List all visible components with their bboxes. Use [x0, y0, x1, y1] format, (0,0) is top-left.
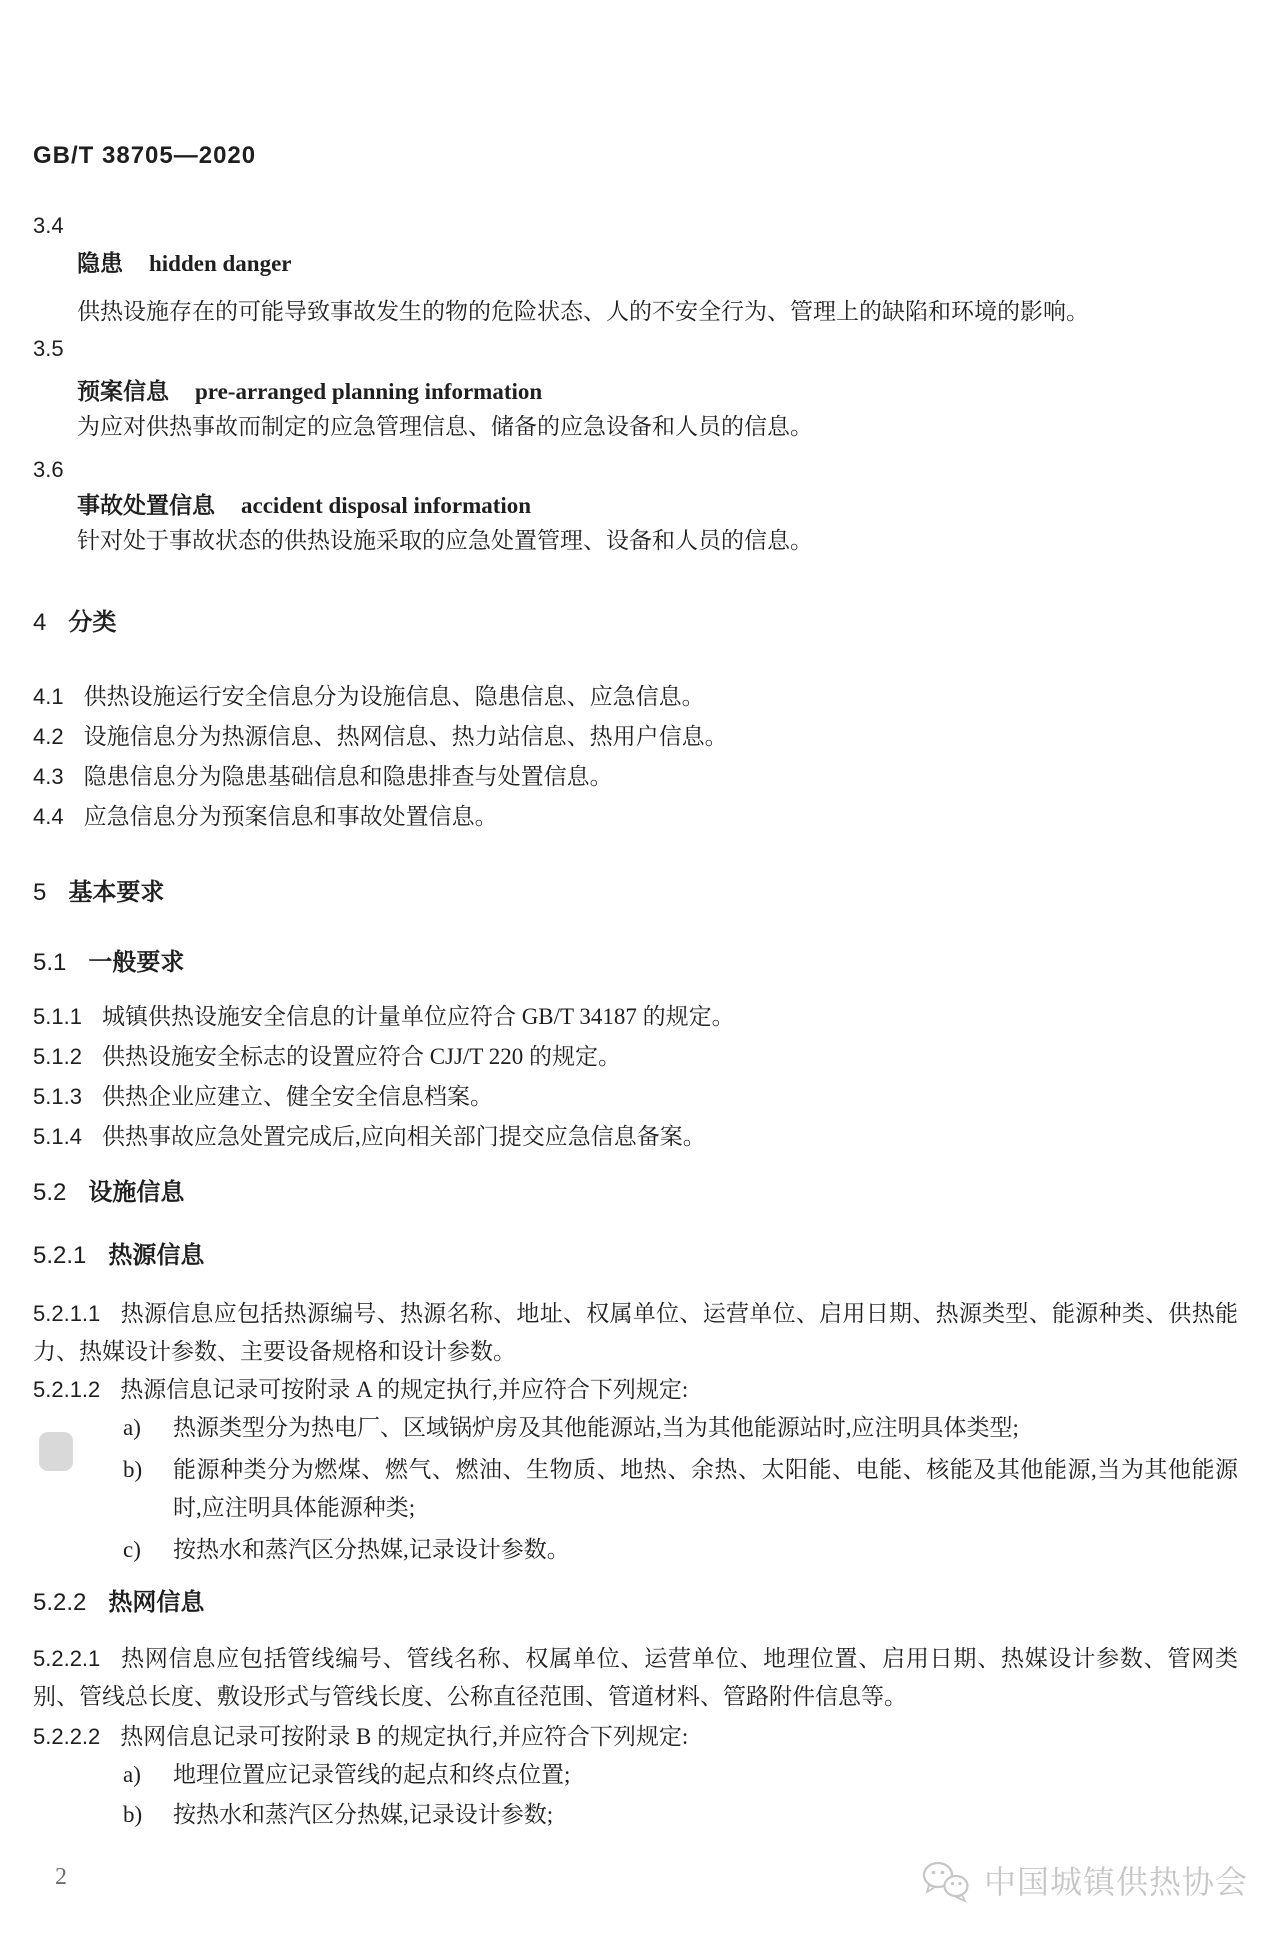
clause-5-1-2: [33, 1038, 1238, 1076]
clause-number: 5.2.1.1: [33, 1301, 101, 1326]
term-definition: 供热设施存在的可能导致事故发生的物的危险状态、人的不安全行为、管理上的缺陷和环境的影响。: [77, 299, 1089, 324]
section-title: 热源信息: [108, 1242, 205, 1269]
clause-5-2-2-1: [33, 1640, 1238, 1716]
clause-5-2-1-1: [33, 1295, 1238, 1371]
section-number: 5.2.2: [33, 1589, 87, 1616]
clause-number: 4.2: [33, 724, 64, 749]
section-title: 分类: [68, 609, 117, 636]
term-number: 3.4: [33, 213, 64, 238]
clause-4-3: [33, 758, 1238, 796]
watermark: [920, 1858, 1248, 1906]
section-title: 基本要求: [68, 879, 165, 906]
list-text: 按热水和蒸汽区分热媒,记录设计参数;: [173, 1802, 554, 1827]
clause-number: 4.4: [33, 804, 64, 829]
list-text: 地理位置应记录管线的起点和终点位置;: [173, 1762, 571, 1787]
section-number: 5.1: [33, 949, 67, 976]
list-text: 能源种类分为燃煤、燃气、燃油、生物质、地热、余热、太阳能、电能、核能及其他能源,当为其他能源时,应注明具体能源种类;: [173, 1457, 1238, 1520]
term-title: [33, 249, 1238, 279]
list-label: a): [123, 1762, 141, 1787]
section-heading-4: [33, 608, 1238, 638]
list-text: 按热水和蒸汽区分热媒,记录设计参数。: [173, 1537, 570, 1562]
list-item: [123, 1796, 1238, 1834]
section-heading-5-1: [33, 948, 1238, 978]
clause-number: 5.2.2.1: [33, 1646, 101, 1671]
section-heading-5-2-2: [33, 1588, 1238, 1618]
clause-4-1: [33, 678, 1238, 716]
clause-5-2-2-2: [33, 1718, 1238, 1756]
clause-text: 城镇供热设施安全信息的计量单位应符合 GB/T 34187 的规定。: [101, 1004, 735, 1029]
clause-number: 4.3: [33, 764, 64, 789]
clause-text: 供热设施运行安全信息分为设施信息、隐患信息、应急信息。: [83, 684, 705, 709]
section-number: 4: [33, 609, 47, 636]
clause-5-2-1-2: [33, 1371, 1238, 1409]
clause-text: 供热设施安全标志的设置应符合 CJJ/T 220 的规定。: [101, 1044, 621, 1069]
term-number: 3.5: [33, 336, 64, 361]
list-label: a): [123, 1415, 141, 1440]
list-text: 热源类型分为热电厂、区域锅炉房及其他能源站,当为其他能源站时,应注明具体类型;: [173, 1415, 1019, 1440]
clause-text: 热网信息记录可按附录 B 的规定执行,并应符合下列规定:: [120, 1724, 689, 1749]
section-title: 设施信息: [88, 1179, 185, 1206]
term-definition: 针对处于事故状态的供热设施采取的应急处置管理、设备和人员的信息。: [77, 528, 813, 553]
clause-number: 5.1.3: [33, 1084, 82, 1109]
term-title-zh: 预案信息: [77, 379, 169, 404]
term-definition: 为应对供热事故而制定的应急管理信息、储备的应急设备和人员的信息。: [77, 414, 813, 439]
clause-text: 供热事故应急处置完成后,应向相关部门提交应急信息备案。: [101, 1124, 706, 1149]
list-item: [123, 1531, 1238, 1569]
section-number: 5.2: [33, 1179, 67, 1206]
clause-text: 热源信息记录可按附录 A 的规定执行,并应符合下列规定:: [120, 1377, 689, 1402]
scan-artifact-blob: [39, 1432, 73, 1471]
section-heading-5-2-1: [33, 1241, 1238, 1271]
list-item: [123, 1451, 1238, 1527]
list-item: [123, 1409, 1238, 1447]
term-title: [33, 491, 1238, 521]
section-title: 热网信息: [108, 1589, 205, 1616]
wechat-icon: [920, 1859, 972, 1905]
clause-text: 隐患信息分为隐患基础信息和隐患排查与处置信息。: [83, 764, 613, 789]
clause-text: 应急信息分为预案信息和事故处置信息。: [83, 804, 498, 829]
section-title: 一般要求: [88, 949, 185, 976]
section-number: 5.2.1: [33, 1242, 87, 1269]
section-number: 5: [33, 879, 47, 906]
clause-text: 设施信息分为热源信息、热网信息、热力站信息、热用户信息。: [83, 724, 728, 749]
clause-number: 5.2.1.2: [33, 1377, 101, 1402]
term-number: 3.6: [33, 457, 64, 482]
clause-text: 热源信息应包括热源编号、热源名称、地址、权属单位、运营单位、启用日期、热源类型、能源种类、供热能力、热媒设计参数、主要设备规格和设计参数。: [33, 1301, 1238, 1364]
term-title-en: pre-arranged planning information: [195, 379, 543, 404]
term-title: [33, 377, 1238, 407]
watermark-text: 中国城镇供热协会: [983, 1864, 1248, 1900]
clause-5-1-3: [33, 1078, 1238, 1116]
list-label: b): [123, 1802, 143, 1827]
clause-4-2: [33, 718, 1238, 756]
clause-4-4: [33, 798, 1238, 836]
list-label: c): [123, 1537, 141, 1562]
clause-number: 5.1.2: [33, 1044, 82, 1069]
doc-number: GB/T 38705—2020: [33, 142, 257, 169]
term-title-en: hidden danger: [149, 251, 292, 276]
clause-number: 5.1.4: [33, 1124, 82, 1149]
term-title-zh: 隐患: [77, 251, 123, 276]
list-item: [123, 1756, 1238, 1794]
page-number: 2: [55, 1864, 67, 1890]
clause-number: 5.2.2.2: [33, 1724, 101, 1749]
section-heading-5: [33, 878, 1238, 908]
clause-number: 4.1: [33, 684, 64, 709]
clause-5-1-4: [33, 1118, 1238, 1156]
clause-5-1-1: [33, 998, 1238, 1036]
list-label: b): [123, 1457, 143, 1482]
term-title-zh: 事故处置信息: [77, 493, 215, 518]
clause-text: 供热企业应建立、健全安全信息档案。: [101, 1084, 493, 1109]
term-title-en: accident disposal information: [241, 493, 532, 518]
section-heading-5-2: [33, 1178, 1238, 1208]
clause-number: 5.1.1: [33, 1004, 82, 1029]
clause-text: 热网信息应包括管线编号、管线名称、权属单位、运营单位、地理位置、启用日期、热媒设计参数、管网类别、管线总长度、敷设形式与管线长度、公称直径范围、管道材料、管路附件信息等。: [33, 1646, 1238, 1709]
